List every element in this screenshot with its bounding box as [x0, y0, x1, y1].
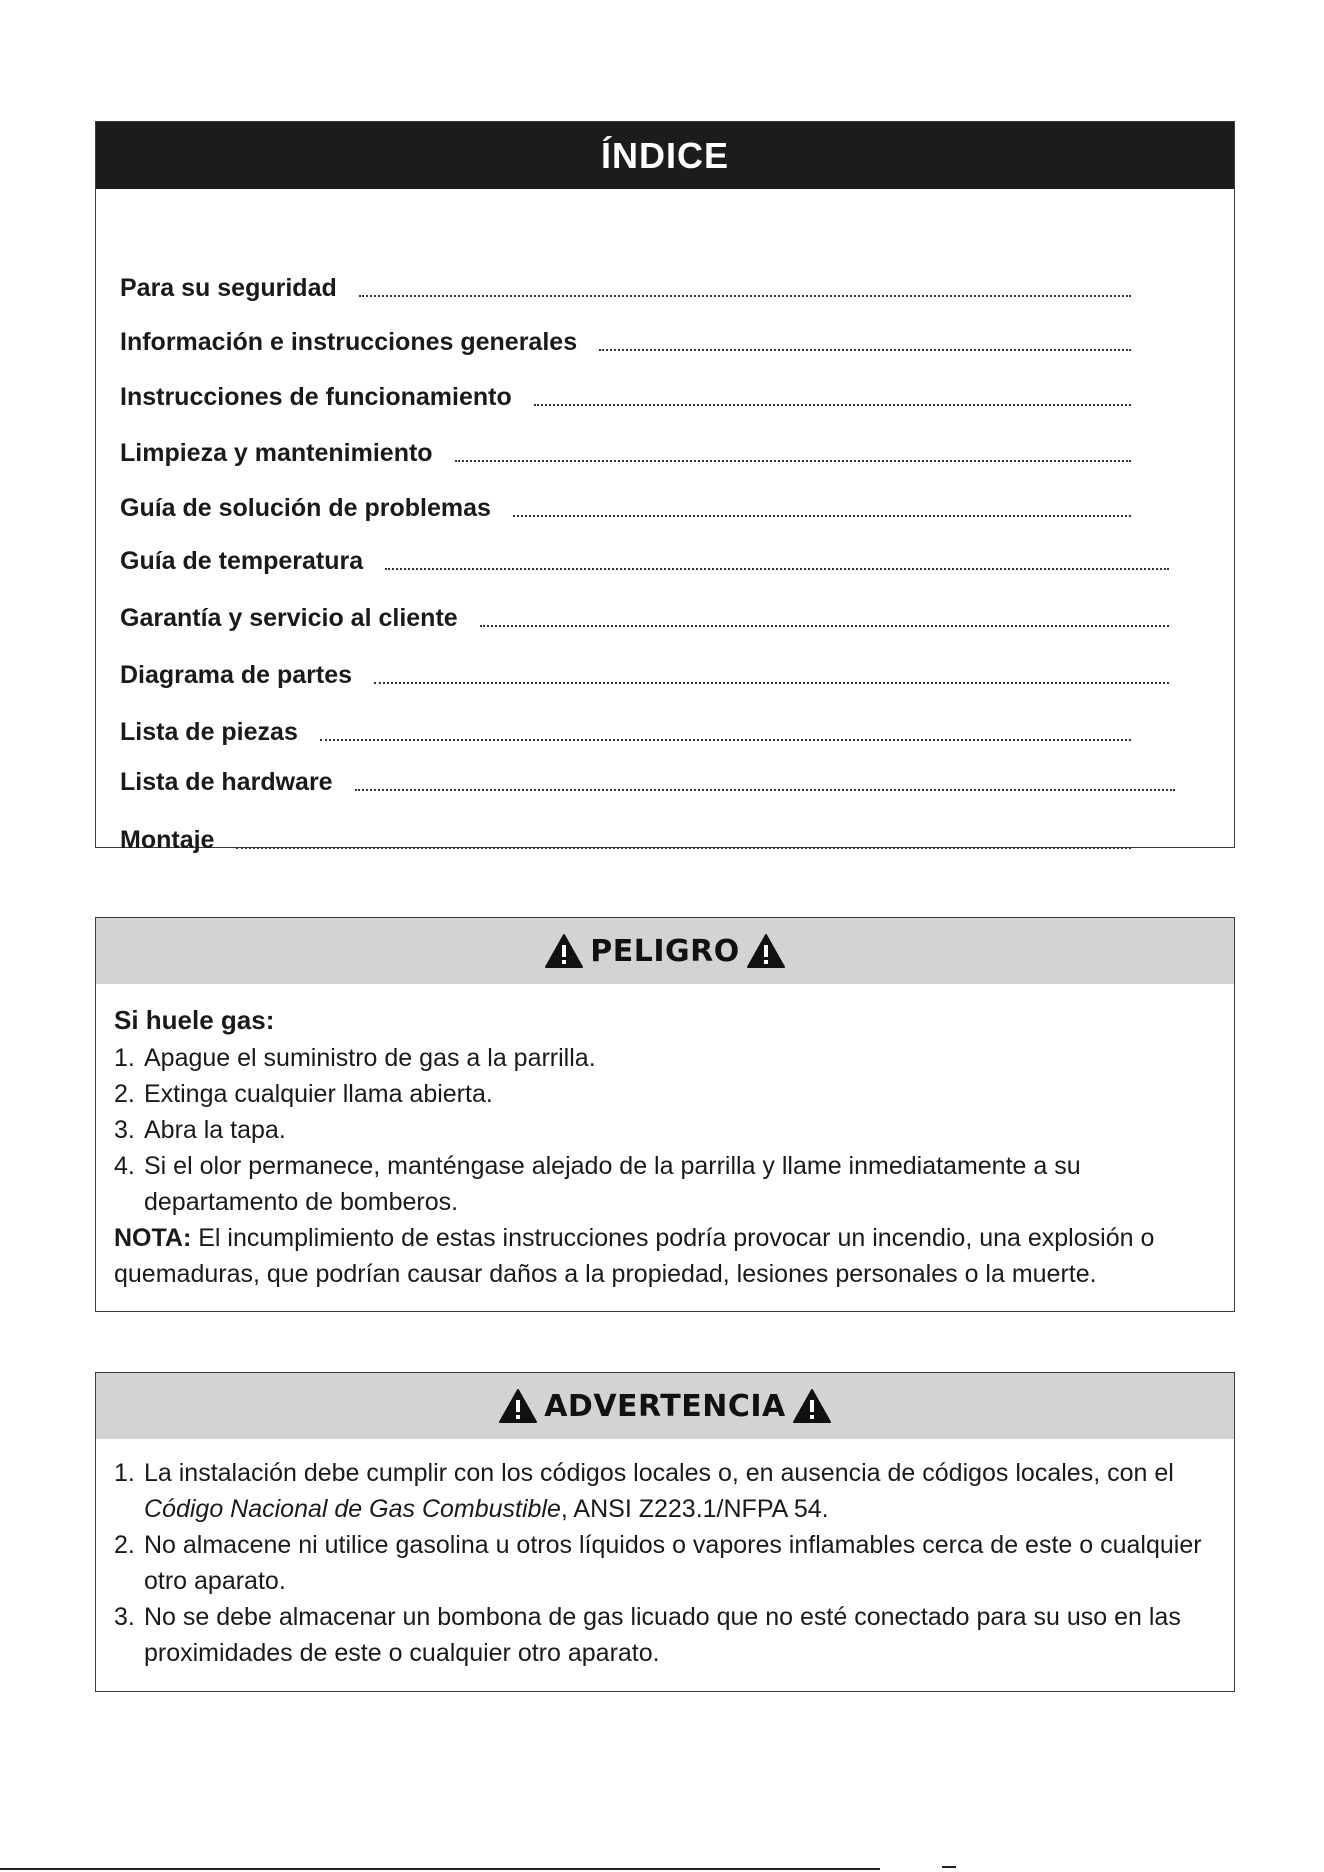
- danger-list: [114, 1040, 1214, 1220]
- toc-entry-label: Para su seguridad: [120, 274, 337, 302]
- toc-entry-label: Instrucciones de funcionamiento: [120, 383, 512, 411]
- item-text: Si el olor permanece, manténgase alejado de la parrilla y llame inmediatamente a su departamento de bomberos.: [144, 1152, 1081, 1216]
- list-item: [114, 1148, 1214, 1220]
- danger-note: [114, 1220, 1214, 1292]
- toc-title: ÍNDICE: [96, 122, 1234, 189]
- toc-entry-label: Información e instrucciones generales: [120, 328, 578, 356]
- danger-header: [96, 918, 1234, 984]
- dot-leader: [355, 789, 1175, 791]
- warning-triangle-icon: [544, 933, 584, 969]
- footer-rule: [0, 1868, 880, 1870]
- danger-lead: Si huele gas:: [114, 1005, 275, 1035]
- dot-leader: [455, 460, 1131, 462]
- toc-entry[interactable]: [120, 542, 1169, 576]
- dot-leader: [385, 568, 1169, 570]
- item-number: 3.: [114, 1116, 135, 1144]
- item-number: 3.: [114, 1603, 135, 1631]
- item-text-a: La instalación debe cumplir con los códigos locales o, en ausencia de códigos locales, con el: [144, 1459, 1174, 1487]
- warning-panel: [95, 1372, 1235, 1692]
- item-text-b: , ANSI Z223.1/NFPA 54.: [560, 1495, 829, 1523]
- warning-title: ADVERTENCIA: [544, 1388, 786, 1424]
- dot-leader: [374, 682, 1169, 684]
- item-text: No almacene ni utilice gasolina u otros líquidos o vapores inflamables cerca de este o cualquier otro aparato.: [144, 1531, 1202, 1595]
- note-text: El incumplimiento de estas instrucciones podría provocar un incendio, una explosión o quemaduras, que podrían causar daños a la propiedad, lesiones personales o la muerte.: [114, 1224, 1155, 1288]
- toc-entry[interactable]: [120, 599, 1169, 633]
- warning-list: [114, 1455, 1214, 1671]
- dot-leader: [513, 515, 1131, 517]
- warning-triangle-icon: [746, 933, 786, 969]
- list-item: [114, 1076, 1214, 1112]
- item-text: [144, 1455, 1214, 1527]
- dot-leader: [236, 847, 1131, 849]
- toc-entry-label: Guía de temperatura: [120, 547, 364, 575]
- item-text-italic: Código Nacional de Gas Combustible: [144, 1495, 561, 1523]
- item-number: 2.: [114, 1531, 135, 1559]
- item-number: 1.: [114, 1044, 135, 1072]
- item-number: 2.: [114, 1080, 135, 1108]
- dot-leader: [359, 295, 1131, 297]
- toc-entry[interactable]: [120, 713, 1131, 747]
- toc-entry[interactable]: [120, 763, 1175, 797]
- item-text: Apague el suministro de gas a la parrilla.: [144, 1044, 596, 1072]
- toc-entry[interactable]: [120, 269, 1131, 303]
- danger-body: [96, 984, 1234, 1292]
- toc-entry[interactable]: [120, 489, 1131, 523]
- list-item: [114, 1455, 1214, 1527]
- danger-panel: [95, 917, 1235, 1312]
- toc-entry-label: Limpieza y mantenimiento: [120, 439, 433, 467]
- danger-title: PELIGRO: [590, 933, 740, 969]
- dot-leader: [480, 625, 1169, 627]
- list-item: [114, 1527, 1214, 1599]
- item-text: No se debe almacenar un bombona de gas licuado que no esté conectado para su uso en las proximidades de este o cualquier otro aparato.: [144, 1603, 1181, 1667]
- list-item: [114, 1599, 1214, 1671]
- item-text: Abra la tapa.: [144, 1116, 286, 1144]
- toc-entry[interactable]: [120, 434, 1131, 468]
- item-number: 4.: [114, 1152, 135, 1180]
- warning-body: [96, 1439, 1234, 1671]
- item-text: Extinga cualquier llama abierta.: [144, 1080, 493, 1108]
- toc-entry-label: Garantía y servicio al cliente: [120, 604, 458, 632]
- warning-header: [96, 1373, 1234, 1439]
- toc-entry-label: Lista de hardware: [120, 768, 333, 796]
- toc-entry-label: Diagrama de partes: [120, 661, 353, 689]
- list-item: [114, 1040, 1214, 1076]
- note-label: NOTA:: [114, 1224, 192, 1252]
- dot-leader: [320, 739, 1131, 741]
- toc-entry[interactable]: [120, 656, 1169, 690]
- toc-entry[interactable]: [120, 821, 1131, 855]
- item-number: 1.: [114, 1459, 135, 1487]
- toc-entry[interactable]: [120, 378, 1131, 412]
- footer-mark: [942, 1866, 956, 1868]
- dot-leader: [534, 404, 1131, 406]
- toc-entry-label: Lista de piezas: [120, 718, 298, 746]
- toc-entry-label: Guía de solución de problemas: [120, 494, 491, 522]
- list-item: [114, 1112, 1214, 1148]
- dot-leader: [599, 349, 1131, 351]
- toc-entry[interactable]: [120, 323, 1131, 357]
- warning-triangle-icon: [792, 1388, 832, 1424]
- warning-triangle-icon: [498, 1388, 538, 1424]
- toc-panel: [95, 121, 1235, 854]
- toc-entry-label: Montaje: [120, 826, 215, 854]
